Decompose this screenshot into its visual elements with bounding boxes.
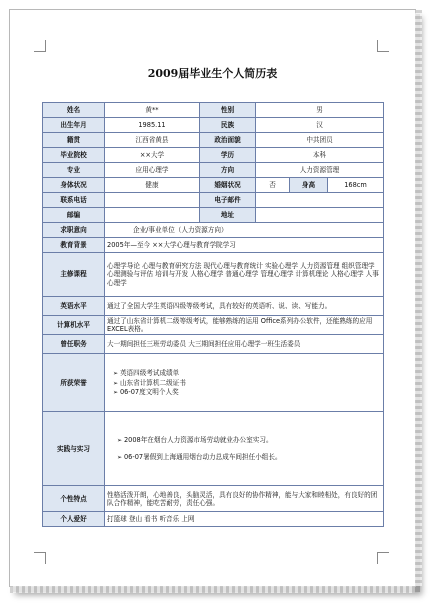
english-label: 英语水平 [43,297,105,316]
education-label: 教育背景 [43,238,105,253]
practice-list[interactable] [105,412,384,486]
resume-table [42,102,384,527]
school-label: 毕业院校 [43,148,105,163]
gender-label: 性别 [200,103,256,118]
courses-label: 主修课程 [43,253,105,297]
height-label: 身高 [290,178,328,193]
height-value[interactable]: 168cm [328,178,384,193]
health-value[interactable]: 健康 [105,178,200,193]
address-label: 地址 [200,208,256,223]
political-label: 政治面貌 [200,133,256,148]
crop-mark-top-left [34,40,46,52]
health-label: 身体状况 [43,178,105,193]
duty-label: 曾任职务 [43,335,105,354]
phone-label: 联系电话 [43,193,105,208]
origin-value[interactable]: 江西省黄县 [105,133,200,148]
phone-value[interactable] [105,193,200,208]
english-value[interactable]: 通过了全国大学生英语四级等级考试，具有较好的英语听、说、读、写能力。 [105,297,384,316]
row-major [43,163,384,178]
row-school [43,148,384,163]
name-label: 姓名 [43,103,105,118]
award-item: ➢ 英语四级考试成绩单 [107,369,381,378]
row-computer [43,316,384,335]
email-label: 电子邮件 [200,193,256,208]
row-origin [43,133,384,148]
birth-label: 出生年月 [43,118,105,133]
crop-mark-bottom-right [377,552,389,564]
practice-label: 实践与实习 [43,412,105,486]
major-value[interactable]: 应用心理学 [105,163,200,178]
birth-value[interactable]: 1985.11 [105,118,200,133]
political-value[interactable]: 中共团员 [256,133,384,148]
row-birth [43,118,384,133]
row-hobby [43,512,384,527]
traits-value[interactable]: 性格活泼开朗，心地善良，头脑灵活，具有良好的协作精神，能与大家和睦相处，有良好的团队合作精神，能吃苦耐劳，责任心强。 [105,486,384,512]
marital-label: 婚姻状况 [200,178,256,193]
row-duty [43,335,384,354]
page-title: 2009届毕业生个人简历表 [147,67,278,80]
origin-label: 籍贯 [43,133,105,148]
education-value[interactable]: 2005年—至今 ××大学心理与教育学院学习 [105,238,384,253]
courses-value[interactable]: 心理学导论 心理与教育研究方法 现代心理与教育统计 实验心理学 人力资源管理 组织管理学 心理测验与评估 培训与开发 人格心理学 普通心理学 管理心理学 计算机理论 人格心理学 人事心理学 [105,253,384,297]
hobby-value[interactable]: 打篮球 登山 看书 听音乐 上网 [105,512,384,527]
row-awards [43,354,384,412]
row-courses [43,253,384,297]
direction-value[interactable]: 人力资源管理 [256,163,384,178]
degree-label: 学历 [200,148,256,163]
ethnicity-label: 民族 [200,118,256,133]
row-health [43,178,384,193]
name-value[interactable]: 黄** [105,103,200,118]
row-traits [43,486,384,512]
email-value[interactable] [256,193,384,208]
degree-value[interactable]: 本科 [256,148,384,163]
crop-mark-top-right [377,40,389,52]
row-objective [43,223,384,238]
gender-value[interactable]: 男 [256,103,384,118]
hobby-label: 个人爱好 [43,512,105,527]
major-label: 专业 [43,163,105,178]
awards-list[interactable] [105,354,384,412]
computer-value[interactable]: 通过了山东省计算机二级等级考试，能够熟练的运用 Office系列办公软件，还能熟练的应用EXCEL表格。 [105,316,384,335]
objective-value[interactable]: 企业/事业单位（人力资源方向） [105,223,384,238]
row-name [43,103,384,118]
row-zip [43,208,384,223]
objective-label: 求职意向 [43,223,105,238]
document-page [9,9,416,587]
row-practice [43,412,384,486]
marital-value[interactable]: 否 [256,178,290,193]
page-edge-bottom [10,586,415,593]
practice-item: ➢ 2008年在烟台人力资源市场劳动就业办公室实习。 [107,436,381,445]
duty-value[interactable]: 大一期间担任三班劳动委员 大三期间担任应用心理学一班生活委员 [105,335,384,354]
award-item: ➢ 山东省计算机二级证书 [107,379,381,388]
row-english [43,297,384,316]
computer-label: 计算机水平 [43,316,105,335]
page-edge-right [415,10,422,586]
direction-label: 方向 [200,163,256,178]
row-phone [43,193,384,208]
zip-label: 邮编 [43,208,105,223]
practice-item: ➢ 06-07暑假到上海通用烟台动力总成车间担任小组长。 [107,453,381,462]
awards-label: 所获荣誉 [43,354,105,412]
row-education [43,238,384,253]
school-value[interactable]: ××大学 [105,148,200,163]
zip-value[interactable] [105,208,200,223]
crop-mark-bottom-left [34,552,46,564]
traits-label: 个性特点 [43,486,105,512]
award-item: ➢ 06-07度文明个人奖 [107,388,381,397]
address-value[interactable] [256,208,384,223]
ethnicity-value[interactable]: 汉 [256,118,384,133]
